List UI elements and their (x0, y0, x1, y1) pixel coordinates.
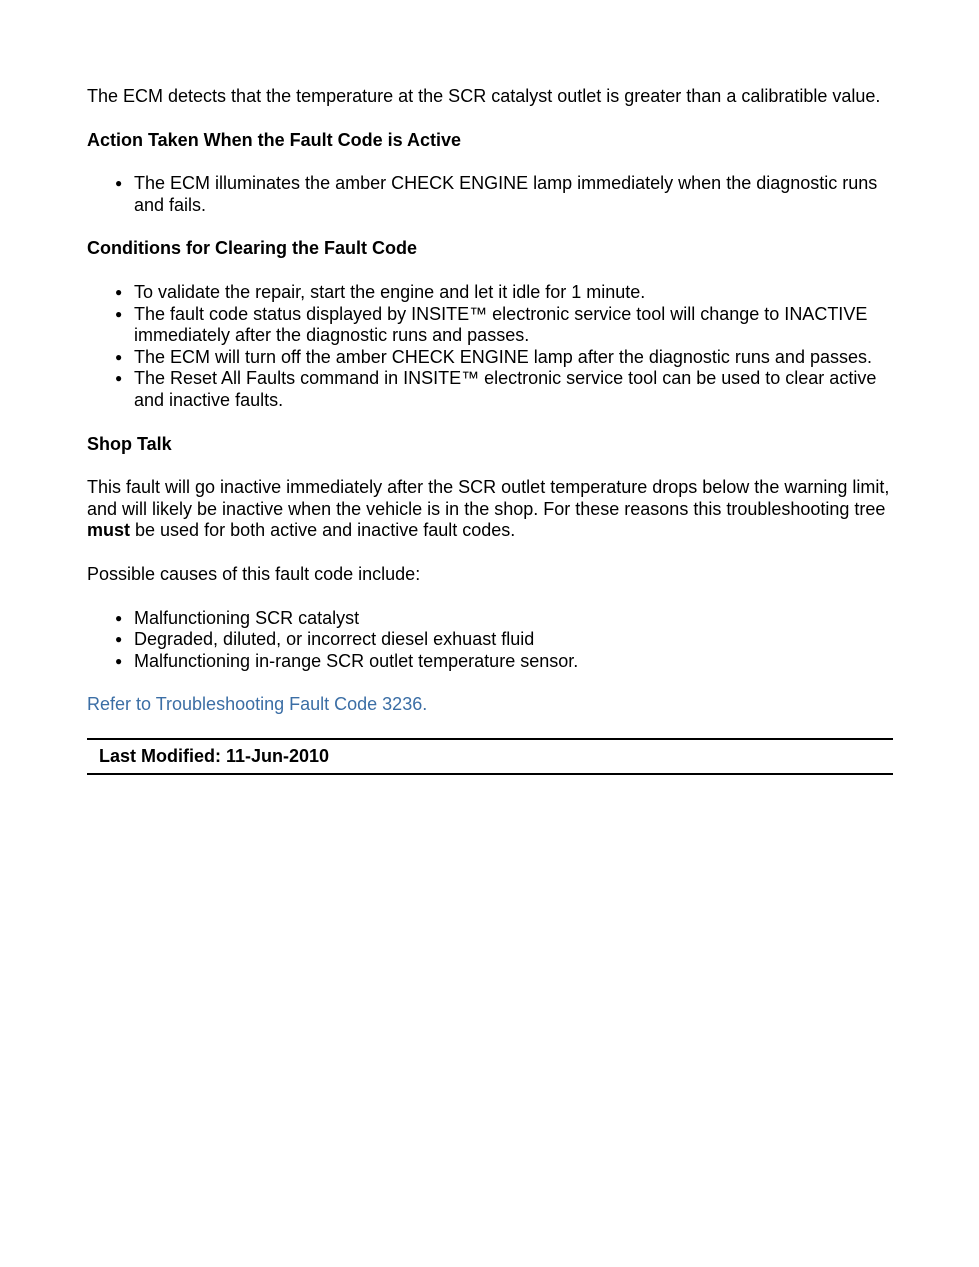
list-item-text: Malfunctioning in-range SCR outlet temperature sensor. (134, 650, 579, 671)
list-item (115, 368, 893, 411)
last-modified-text: Last Modified: 11-Jun-2010 (99, 745, 330, 766)
list-item-text: Degraded, diluted, or incorrect diesel exhuast fluid (134, 629, 535, 650)
last-modified-footer (87, 738, 893, 776)
list-item (115, 650, 893, 673)
bullet-icon: ● (115, 653, 123, 668)
bullet-icon: ● (115, 284, 123, 299)
document-page (87, 86, 893, 775)
causes-intro: Possible causes of this fault code include: (87, 563, 421, 584)
list-item (115, 281, 893, 304)
action-heading: Action Taken When the Fault Code is Active (87, 129, 462, 150)
bullet-icon: ● (115, 610, 123, 625)
list-item-text: To validate the repair, start the engine and let it idle for 1 minute. (134, 281, 646, 302)
shop-talk-emphasis: must (87, 520, 131, 541)
list-item-text: The fault code status displayed by INSITE™ electronic service tool will change to INACTIVE immediately after the diagnostic runs and passes. (134, 303, 868, 346)
intro-paragraph: The ECM detects that the temperature at the SCR catalyst outlet is greater than a calibratible value. (87, 86, 881, 106)
bullet-icon: ● (115, 306, 123, 321)
list-item (115, 303, 893, 347)
action-list (87, 173, 893, 216)
shop-talk-heading: Shop Talk (87, 433, 172, 454)
clearing-list (87, 282, 893, 412)
bullet-icon: ● (115, 176, 123, 191)
list-item-text: The ECM illuminates the amber CHECK ENGINE lamp immediately when the diagnostic runs and fails. (134, 173, 878, 215)
list-item-text: The ECM will turn off the amber CHECK ENGINE lamp after the diagnostic runs and passes. (134, 346, 872, 367)
causes-list (87, 608, 893, 673)
list-item (115, 346, 893, 369)
list-item (115, 173, 893, 216)
list-item (115, 629, 893, 651)
bullet-icon: ● (115, 371, 123, 386)
shop-talk-text-start: This fault will go inactive immediately after the SCR outlet temperature drops below the warning limit, and will likely be inactive when the vehicle is in the shop. For these reasons this troubleshooting tree (87, 477, 890, 519)
bullet-icon: ● (115, 632, 123, 647)
shop-talk-text-end: be used for both active and inactive fault codes. (130, 520, 516, 541)
list-item (115, 607, 893, 630)
clearing-heading: Conditions for Clearing the Fault Code (87, 238, 417, 259)
bullet-icon: ● (115, 349, 123, 364)
shop-talk-paragraph (87, 477, 893, 542)
refer-troubleshooting-link[interactable]: Refer to Troubleshooting Fault Code 3236. (87, 694, 428, 715)
list-item-text: Malfunctioning SCR catalyst (134, 607, 360, 628)
list-item-text: The Reset All Faults command in INSITE™ electronic service tool can be used to clear active and inactive faults. (134, 368, 877, 410)
